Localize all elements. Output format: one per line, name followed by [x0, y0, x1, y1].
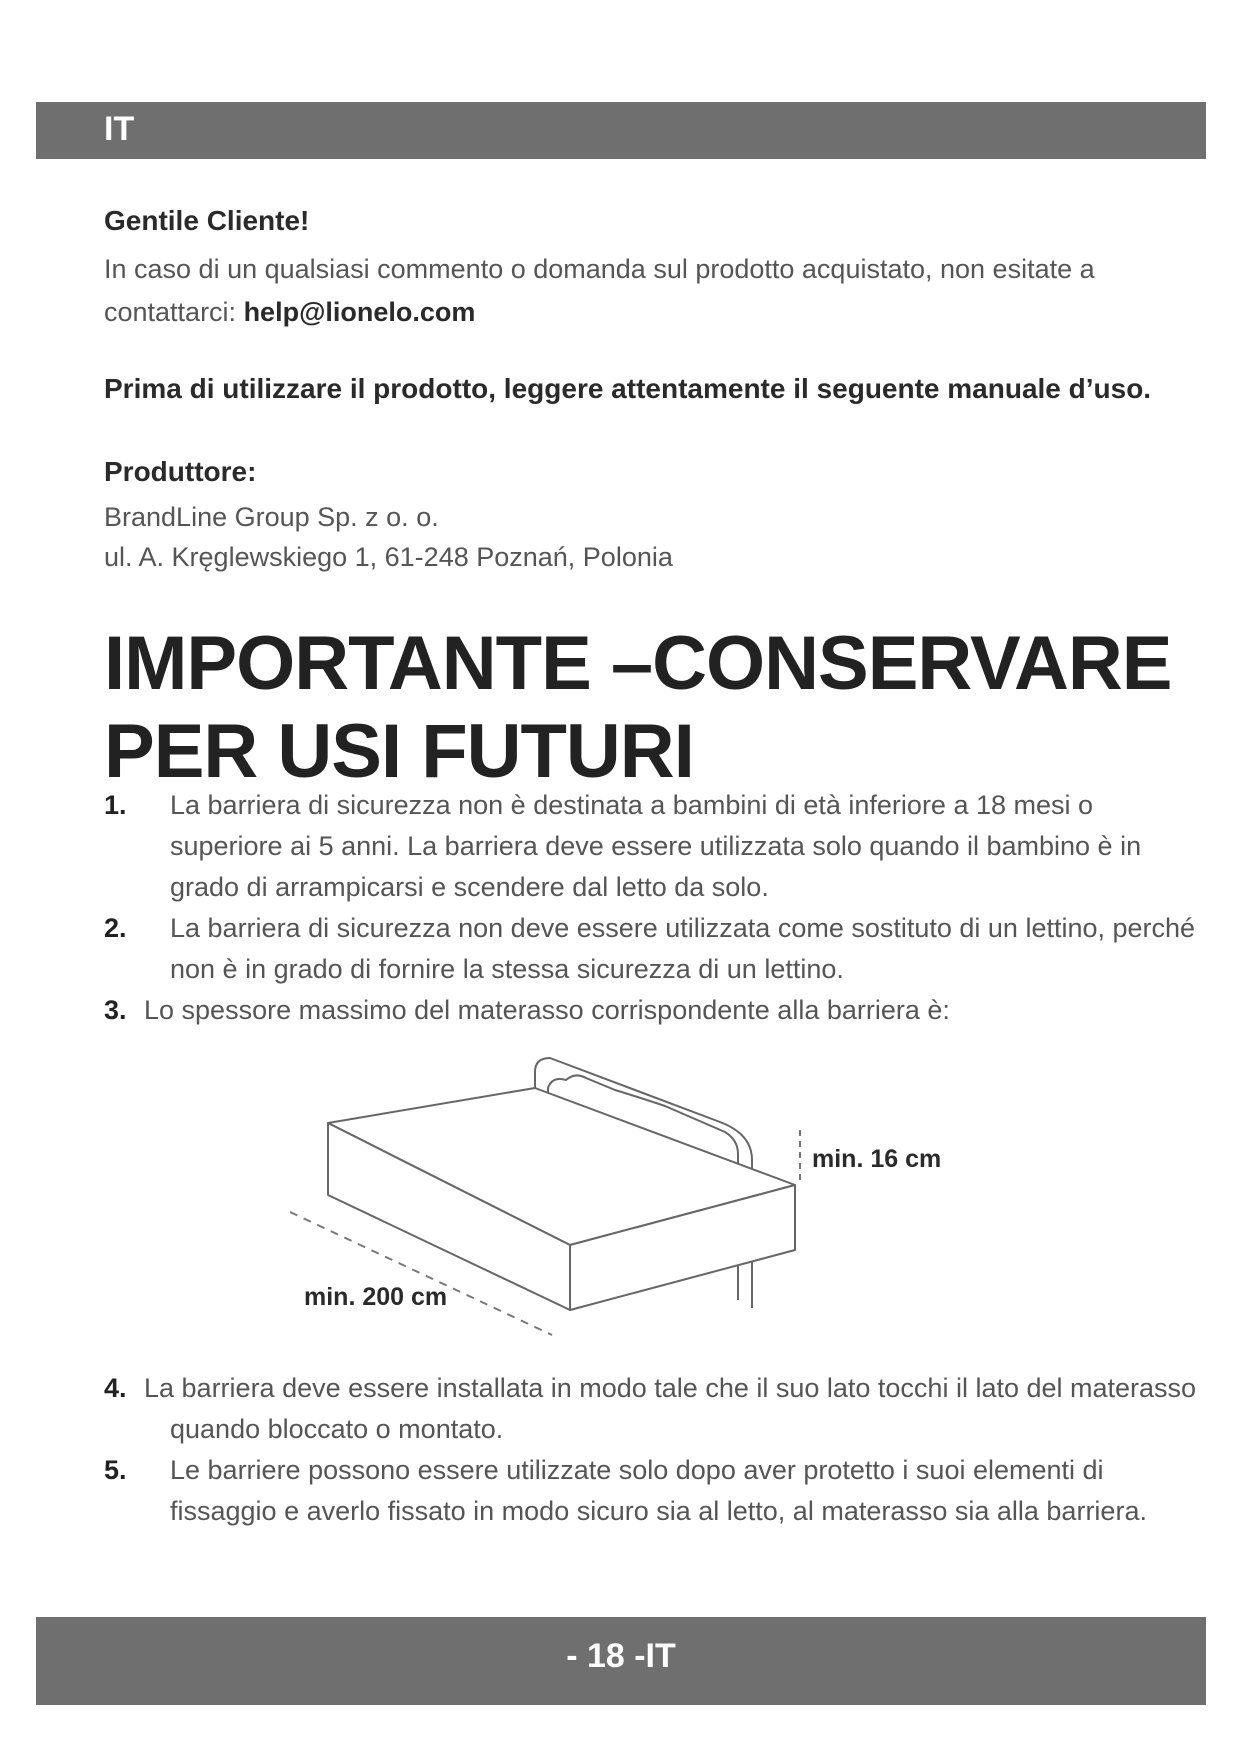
page-number: - 18 -IT: [566, 1637, 676, 1675]
producer-heading: Produttore:: [104, 456, 257, 487]
height-label: min. 16 cm: [812, 1145, 942, 1173]
list-item: [104, 990, 1204, 1031]
list-item: [104, 785, 1204, 908]
contact-text: In caso di un qualsiasi commento o domanda sul prodotto acquistato, non esitate a contattarci:: [104, 254, 1095, 327]
header-bar: [36, 102, 1206, 159]
greeting: Gentile Cliente!: [104, 205, 310, 236]
page-title: IMPORTANTE –CONSERVARE PER USI FUTURI: [104, 621, 1172, 794]
producer-name: BrandLine Group Sp. z o. o.: [104, 502, 439, 532]
instructions-list-part1: [104, 785, 1204, 1031]
contact-email[interactable]: help@lionelo.com: [243, 297, 476, 327]
item-text: La barriera di sicurezza non è destinata a bambini di età inferiore a 18 mesi o superiore ai 5 anni. La barriera deve essere utilizzata solo quando il bambino è in grado di arrampicarsi e scendere dal letto da solo.: [170, 790, 1142, 902]
item-text: Le barriere possono essere utilizzate solo dopo aver protetto i suoi elementi di fissaggio e averlo fissato in modo sicuro sia al letto, al materasso sia alla barriera.: [170, 1455, 1147, 1526]
producer-address: [104, 497, 1194, 577]
list-item: [104, 908, 1204, 990]
list-item: [104, 1368, 1204, 1450]
item-text: Lo spessore massimo del materasso corrispondente alla barriera è:: [144, 995, 950, 1025]
list-item: [104, 1450, 1204, 1532]
item-text: La barriera di sicurezza non deve essere utilizzata come sostituto di un lettino, perché non è in grado di fornire la stessa sicurezza di un lettino.: [170, 913, 1196, 984]
item-number: 4.: [104, 1373, 127, 1403]
producer-street: ul. A. Kręglewskiego 1, 61-248 Poznań, Polonia: [104, 542, 673, 572]
item-number: 3.: [104, 995, 127, 1025]
read-manual-warning: Prima di utilizzare il prodotto, leggere attentamente il seguente manuale d’uso.: [104, 373, 1152, 404]
item-number: 2.: [104, 913, 127, 943]
item-number: 5.: [104, 1455, 127, 1485]
item-number: 1.: [104, 790, 127, 820]
footer-bar: [36, 1617, 1206, 1705]
item-text: La barriera deve essere installata in modo tale che il suo lato tocchi il lato del materasso quando bloccato o montato.: [144, 1373, 1197, 1444]
length-label: min. 200 cm: [304, 1283, 448, 1311]
instructions-list-part2: [104, 1368, 1204, 1532]
language-code: IT: [104, 110, 135, 148]
contact-paragraph: [104, 248, 1194, 334]
